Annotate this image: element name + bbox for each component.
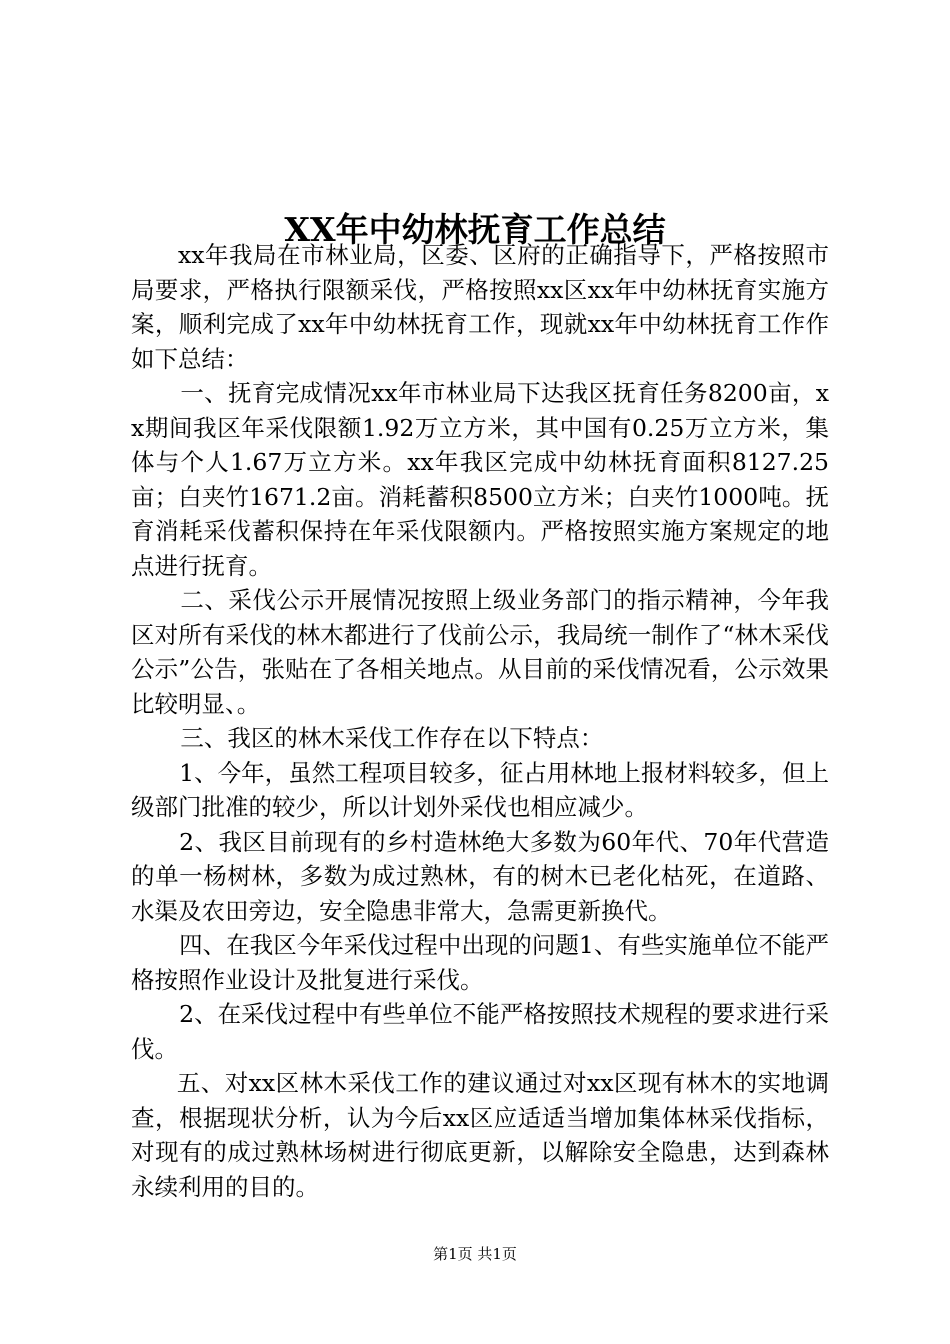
document-title: XX年中幼林抚育工作总结	[284, 210, 666, 250]
paragraph-section-5: 五、对xx区林木采伐工作的建议通过对xx区现有林木的实地调查，根据现状分析，认为今后xx区应适适当增加集体林采伐指标，对现有的成过熟林场树进行彻底更新，以解除安全隐患，达到森林永续利用的目的。	[131, 1069, 829, 1201]
paragraph-section-4-item-2: 2、在采伐过程中有些单位不能严格按照技术规程的要求进行采伐。	[131, 1000, 829, 1063]
paragraph-section-3-item-2: 2、我区目前现有的乡村造林绝大多数为60年代、70年代营造的单一杨树林，多数为成过熟林，有的树木已老化枯死，在道路、水渠及农田旁边，安全隐患非常大，急需更新换代。	[131, 827, 829, 925]
document-body	[131, 238, 829, 1204]
paragraph-section-1: 一、抚育完成情况xx年市林业局下达我区抚育任务8200亩，xx期间我区年采伐限额1.92万立方米，其中国有0.25万立方米，集体与个人1.67万立方米。xx年我区完成中幼林抚育面积8127.25亩；白夹竹1671.2亩。消耗蓄积8500立方米；白夹竹1000吨。抚育消耗采伐蓄积保持在年采伐限额内。严格按照实施方案规定的地点进行抚育。	[131, 379, 829, 580]
paragraph-section-2: 二、采伐公示开展情况按照上级业务部门的指示精神，今年我区对所有采伐的林木都进行了伐前公示，我局统一制作了“林木采伐公示”公告，张贴在了各相关地点。从目前的采伐情况看，公示效果比较明显、。	[131, 586, 829, 718]
paragraph-section-3: 三、我区的林木采伐工作存在以下特点：	[180, 724, 604, 752]
page-footer: 第1页 共1页	[433, 1245, 517, 1263]
paragraph-intro: xx年我局在市林业局，区委、区府的正确指导下，严格按照市局要求，严格执行限额采伐，严格按照xx区xx年中幼林抚育实施方案，顺利完成了xx年中幼林抚育工作，现就xx年中幼林抚育工作作如下总结：	[131, 241, 829, 373]
paragraph-section-3-item-1: 1、今年，虽然工程项目较多，征占用林地上报材料较多，但上级部门批准的较少，所以计划外采伐也相应减少。	[131, 758, 829, 821]
paragraph-section-4: 四、在我区今年采伐过程中出现的问题1、有些实施单位不能严格按照作业设计及批复进行采伐。	[131, 931, 829, 994]
